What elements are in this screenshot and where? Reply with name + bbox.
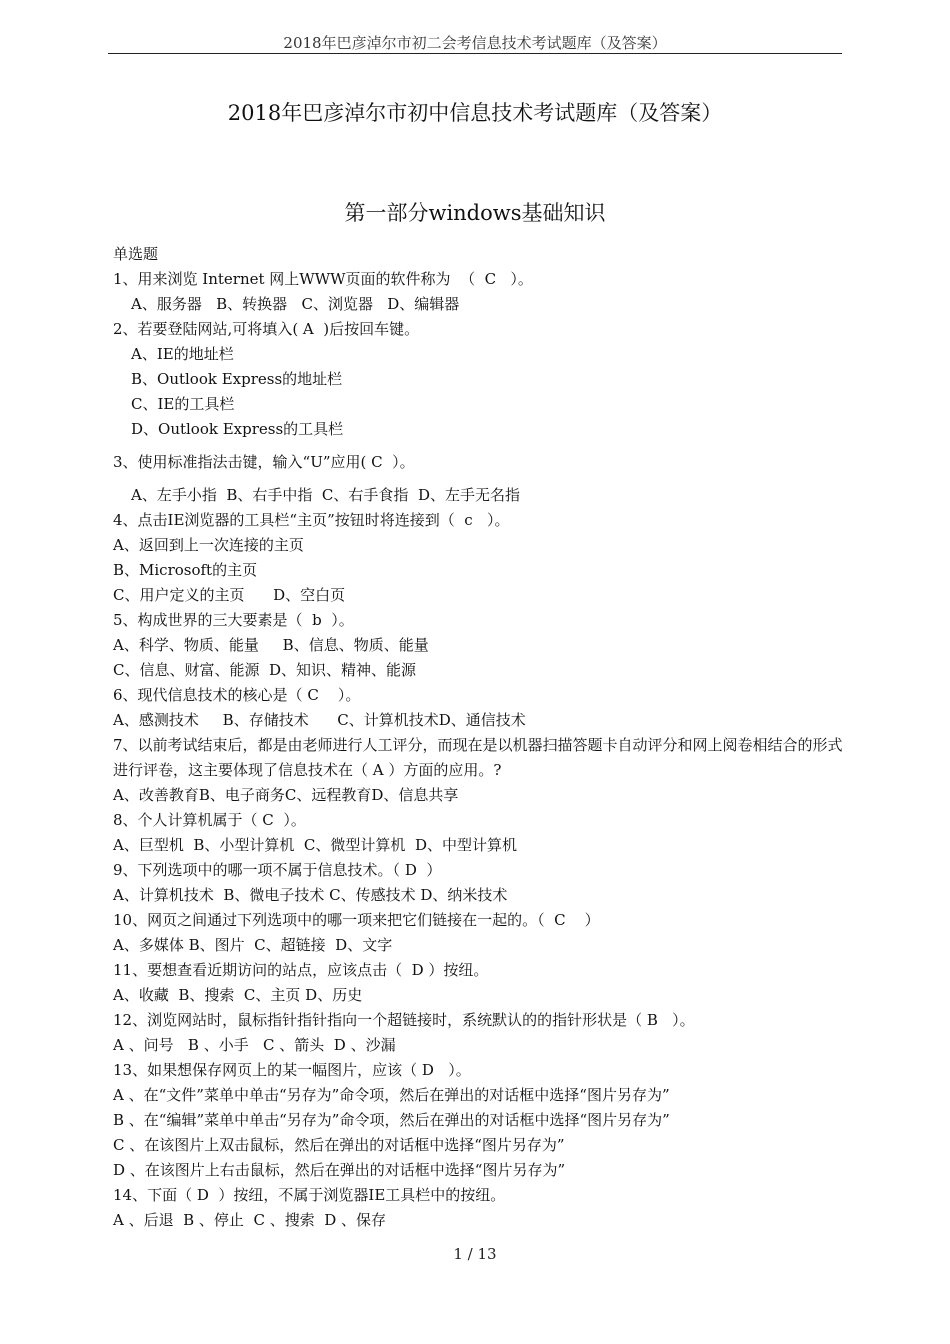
- question-stem: 6、现代信息技术的核心是（ C ）。: [113, 686, 361, 704]
- question-options: A、收藏 B、搜索 C、主页 D、历史: [113, 986, 363, 1004]
- question-stem: 2、若要登陆网站,可将填入( A )后按回车键。: [113, 320, 420, 338]
- question-options: A、服务器 B、转换器 C、浏览器 D、编辑器: [131, 295, 460, 313]
- question-options: A、感测技术 B、存储技术 C、计算机技术D、通信技术: [113, 711, 526, 729]
- question-options: A、多媒体 B、图片 C、超链接 D、文字: [113, 936, 393, 954]
- question-list: [113, 242, 843, 1233]
- question-stem: 1、用来浏览 Internet 网上WWW页面的软件称为 （ C ）。: [113, 270, 533, 288]
- question-option: A 、在“文件”菜单中单击“另存为”命令项，然后在弹出的对话框中选择“图片另存为”: [113, 1086, 670, 1104]
- question-stem: 11、要想查看近期访问的站点，应该点击（ D ）按纽。: [113, 961, 489, 979]
- question-options: A、左手小指 B、右手中指 C、右手食指 D、左手无名指: [131, 486, 520, 504]
- question-option: A、科学、物质、能量 B、信息、物质、能量: [113, 636, 429, 654]
- question-stem: 8、个人计算机属于（ C ）。: [113, 811, 306, 829]
- question-stem: 13、如果想保存网页上的某一幅图片，应该（ D ）。: [113, 1061, 471, 1079]
- question-options: A、计算机技术 B、微电子技术 C、传感技术 D、纳米技术: [113, 886, 508, 904]
- subheading: 单选题: [113, 245, 159, 263]
- question-option: D、Outlook Express的工具栏: [131, 420, 344, 438]
- question-option: A、返回到上一次连接的主页: [113, 536, 304, 554]
- section-title: 第一部分windows基础知识: [344, 201, 606, 225]
- question-options: A、巨型机 B、小型计算机 C、微型计算机 D、中型计算机: [113, 836, 517, 854]
- question-option: B、Microsoft的主页: [113, 561, 258, 579]
- question-option: C、IE的工具栏: [131, 395, 235, 413]
- page-number: 1 / 13: [453, 1245, 497, 1263]
- question-option: A、IE的地址栏: [131, 345, 234, 363]
- question-stem: 12、浏览网站时，鼠标指针指针指向一个超链接时，系统默认的的指针形状是（ B ）。: [113, 1011, 695, 1029]
- question-stem: 7、以前考试结束后，都是由老师进行人工评分，而现在是以机器扫描答题卡自动评分和网上阅卷相结合的形式进行评卷，这主要体现了信息技术在（ A ）方面的应用。?: [113, 736, 843, 779]
- header-rule: [108, 53, 842, 54]
- question-options: A、改善教育B、电子商务C、远程教育D、信息共享: [113, 786, 459, 804]
- question-option: C、信息、财富、能源 D、知识、精神、能源: [113, 661, 417, 679]
- question-stem: 14、下面（ D ）按纽，不属于浏览器IE工具栏中的按纽。: [113, 1186, 506, 1204]
- question-option: D 、在该图片上右击鼠标，然后在弹出的对话框中选择“图片另存为”: [113, 1161, 566, 1179]
- document-title: 2018年巴彦淖尔市初中信息技术考试题库（及答案）: [227, 101, 723, 125]
- question-stem: 4、点击IE浏览器的工具栏“主页”按钮时将连接到（ c ）。: [113, 511, 510, 529]
- question-option: C、用户定义的主页 D、空白页: [113, 586, 346, 604]
- question-option: B、Outlook Express的地址栏: [131, 370, 343, 388]
- question-stem: 3、使用标准指法击键，输入“U”应用( C ）。: [113, 453, 415, 471]
- question-stem: 10、网页之间通过下列选项中的哪一项来把它们链接在一起的。（ C ）: [113, 911, 600, 929]
- question-options: A 、问号 B 、小手 C 、箭头 D 、沙漏: [113, 1036, 396, 1054]
- question-option: B 、在“编辑”菜单中单击“另存为”命令项，然后在弹出的对话框中选择“图片另存为”: [113, 1111, 670, 1129]
- running-header: 2018年巴彦淖尔市初二会考信息技术考试题库（及答案）: [283, 34, 667, 52]
- question-stem: 5、构成世界的三大要素是（ b ）。: [113, 611, 354, 629]
- question-option: C 、在该图片上双击鼠标，然后在弹出的对话框中选择“图片另存为”: [113, 1136, 565, 1154]
- question-stem: 9、下列选项中的哪一项不属于信息技术。（ D ）: [113, 861, 442, 879]
- question-options: A 、后退 B 、停止 C 、搜索 D 、保存: [113, 1211, 387, 1229]
